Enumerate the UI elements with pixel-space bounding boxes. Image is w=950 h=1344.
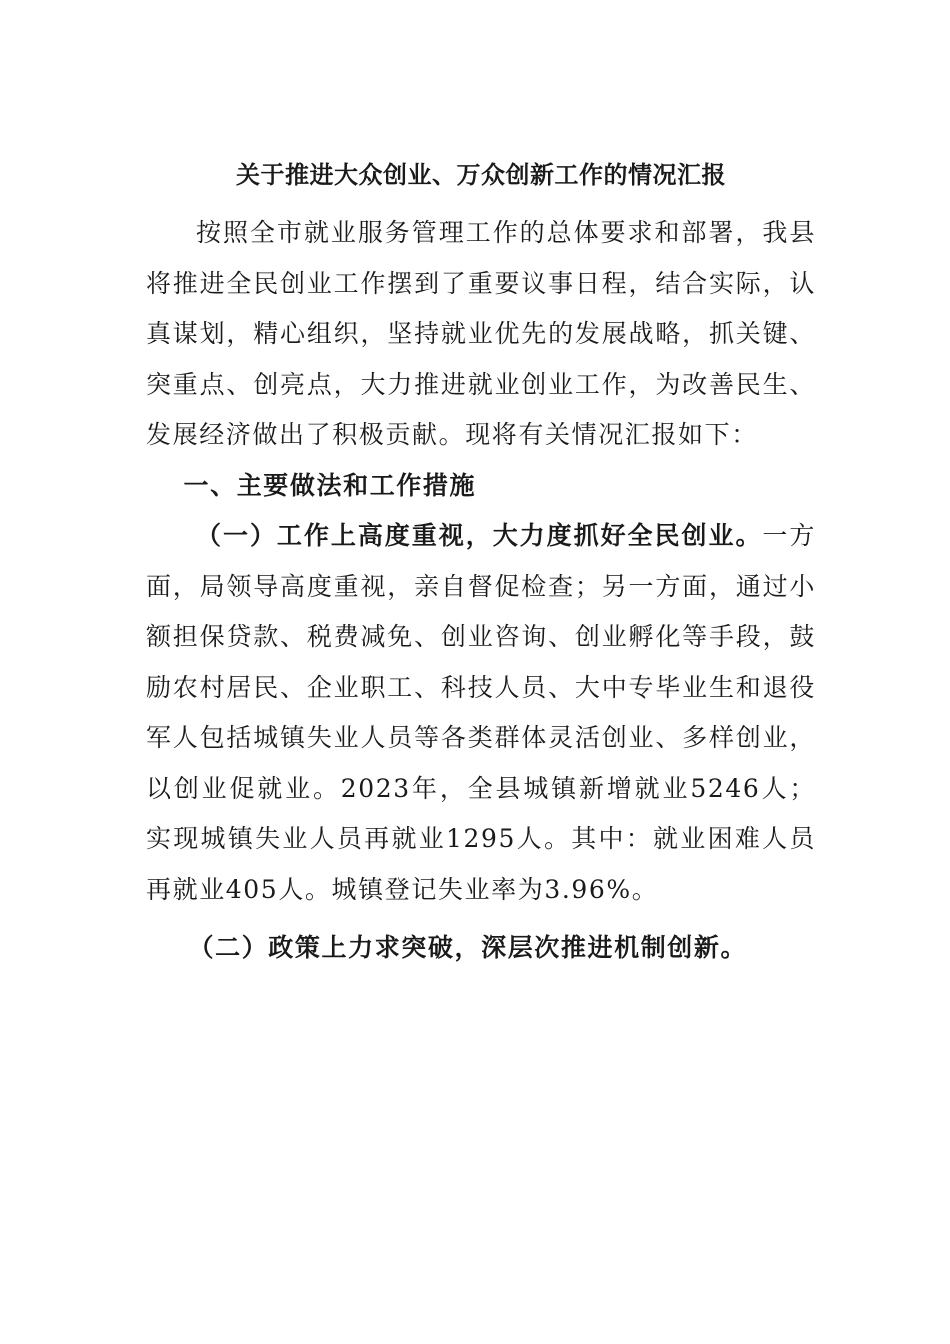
item-1-heading: （一）工作上高度重视，大力度抓好全民创业。 xyxy=(196,521,763,550)
section-heading-1: 一、主要做法和工作措施 xyxy=(183,470,477,500)
item-1-paragraph xyxy=(146,511,816,915)
document-title: 关于推进大众创业、万众创新工作的情况汇报 xyxy=(236,160,726,189)
item-1-body: 一方面，局领导高度重视，亲自督促检查；另一方面，通过小额担保贷款、税费减免、创业咨询、创业孵化等手段，鼓励农村居民、企业职工、科技人员、大中专毕业生和退役军人包括城镇失业人员等各类群体灵活创业、多样创业，以创业促就业。2023年，全县城镇新增就业5246人；实现城镇失业人员再就业1295人。其中：就业困难人员再就业405人。城镇登记失业率为3.96%。 xyxy=(146,521,816,904)
paragraph-gap xyxy=(146,915,816,923)
item-2-heading: （二）政策上力求突破，深层次推进机制创新。 xyxy=(188,933,748,962)
intro-paragraph: 按照全市就业服务管理工作的总体要求和部署，我县将推进全民创业工作摆到了重要议事日程，结合实际，认真谋划，精心组织，坚持就业优先的发展战略，抓关键、突重点、创亮点，大力推进就业创业工作，为改善民生、发展经济做出了积极贡献。现将有关情况汇报如下： xyxy=(146,218,816,449)
document-page xyxy=(146,150,816,974)
